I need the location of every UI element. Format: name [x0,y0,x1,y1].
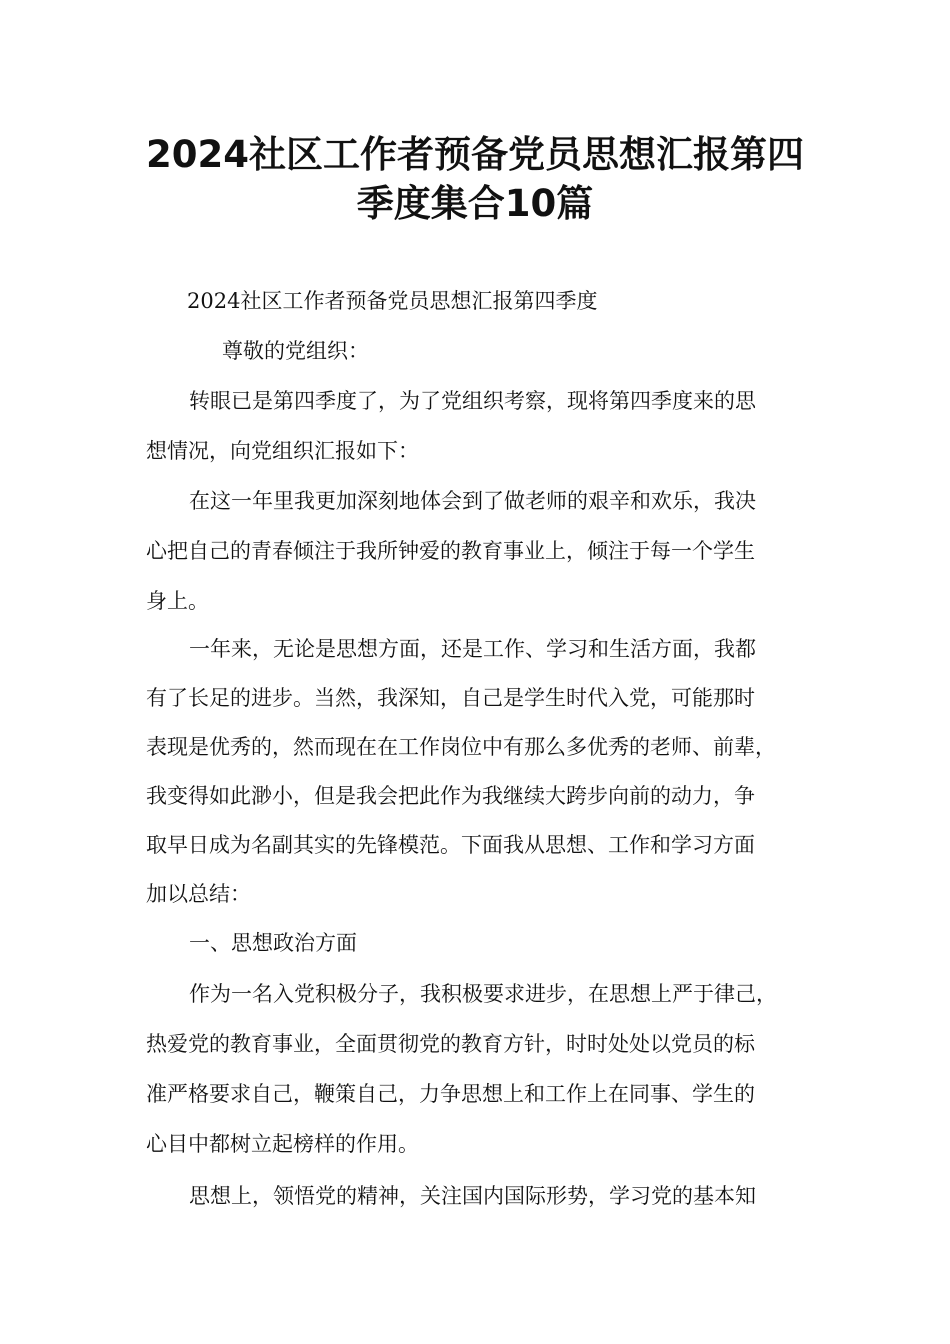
document-title-line-2: 季度集合10篇 [356,182,594,225]
section-heading: 一、思想政治方面 [189,931,357,955]
body-line: 热爱党的教育事业，全面贯彻党的教育方针，时时处处以党员的标 [146,1032,755,1056]
body-line: 想情况，向党组织汇报如下： [146,439,419,463]
salutation-line: 尊敬的党组织： [222,339,369,363]
body-line: 加以总结： [146,882,251,906]
body-line: 身上。 [146,589,209,613]
body-line: 表现是优秀的，然而现在在工作岗位中有那么多优秀的老师、前辈， [146,735,776,759]
body-line: 在这一年里我更加深刻地体会到了做老师的艰辛和欢乐，我决 [189,489,756,513]
body-line: 一年来，无论是思想方面，还是工作、学习和生活方面，我都 [189,637,756,661]
document-title-line-1: 2024社区工作者预备党员思想汇报第四 [146,133,804,176]
body-line: 有了长足的进步。当然，我深知，自己是学生时代入党，可能那时 [146,686,755,710]
body-line: 心目中都树立起榜样的作用。 [146,1132,419,1156]
body-line: 心把自己的青春倾注于我所钟爱的教育事业上，倾注于每一个学生 [146,539,755,563]
body-line: 作为一名入党积极分子，我积极要求进步，在思想上严于律己， [189,982,777,1006]
body-line: 转眼已是第四季度了，为了党组织考察，现将第四季度来的思 [189,389,756,413]
body-line: 思想上，领悟党的精神，关注国内国际形势，学习党的基本知 [189,1184,756,1208]
body-line: 取早日成为名副其实的先锋模范。下面我从思想、工作和学习方面 [146,833,755,857]
body-line: 准严格要求自己，鞭策自己，力争思想上和工作上在同事、学生的 [146,1082,755,1106]
subtitle-line: 2024社区工作者预备党员思想汇报第四季度 [187,289,598,313]
body-line: 我变得如此渺小，但是我会把此作为我继续大跨步向前的动力，争 [146,784,755,808]
